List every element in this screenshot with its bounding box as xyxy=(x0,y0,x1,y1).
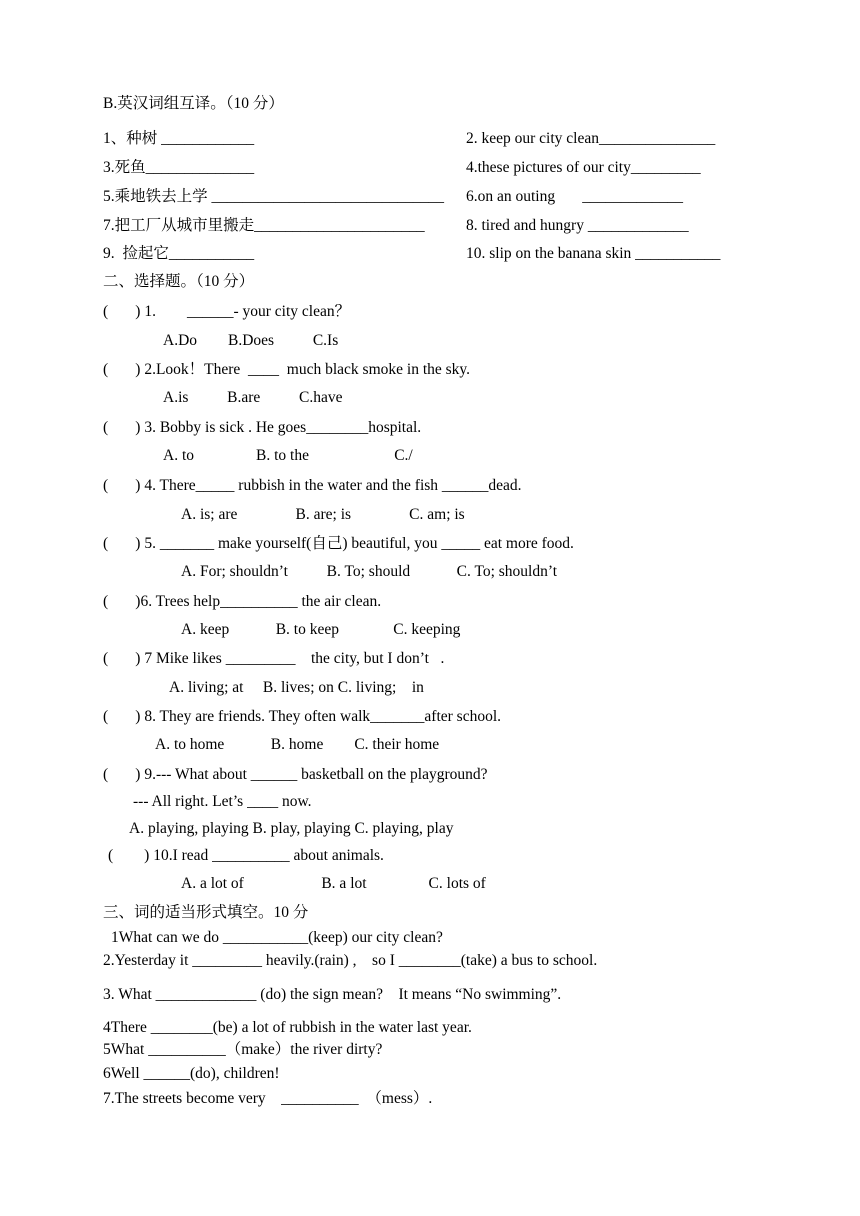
fill-item-1: 1What can we do ___________(keep) our city clean? xyxy=(111,929,443,946)
section-b-item-2: 2. keep our city clean_______________ xyxy=(466,130,716,147)
fill-item-2: 2.Yesterday it _________ heavily.(rain) , so I ________(take) a bus to school. xyxy=(103,952,598,969)
question-5-stem: ( ) 5. _______ make yourself(自己) beautiful, you _____ eat more food. xyxy=(103,535,574,552)
question-2-stem: ( ) 2.Look！There ____ much black smoke in the sky. xyxy=(103,361,471,378)
question-1-options: A.Do B.Does C.Is xyxy=(163,332,339,349)
section-3-title: 三、词的适当形式填空。10 分 xyxy=(103,904,309,921)
question-2-options: A.is B.are C.have xyxy=(163,389,343,406)
section-2-title: 二、选择题。（10 分） xyxy=(103,273,255,290)
question-9-stem: ( ) 9.--- What about ______ basketball on the playground? xyxy=(103,766,488,783)
question-5-options: A. For; shouldn’t B. To; should C. To; shouldn’t xyxy=(181,563,558,580)
section-b-item-9: 9. 捡起它___________ xyxy=(103,245,255,262)
question-6-options: A. keep B. to keep C. keeping xyxy=(181,621,461,638)
fill-item-5: 5What __________（make）the river dirty? xyxy=(103,1041,383,1058)
question-3-options: A. to B. to the C./ xyxy=(163,447,413,464)
question-6-stem: ( )6. Trees help__________ the air clean. xyxy=(103,593,382,610)
section-b-item-7: 7.把工厂从城市里搬走______________________ xyxy=(103,217,425,234)
question-4-stem: ( ) 4. There_____ rubbish in the water and the fish ______dead. xyxy=(103,477,522,494)
section-b-item-4: 4.these pictures of our city_________ xyxy=(466,159,701,176)
question-7-stem: ( ) 7 Mike likes _________ the city, but I don’t . xyxy=(103,650,445,667)
question-9-sub: --- All right. Let’s ____ now. xyxy=(133,793,312,810)
section-b-item-5: 5.乘地铁去上学 ______________________________ xyxy=(103,188,445,205)
section-b-item-3: 3.死鱼______________ xyxy=(103,159,255,176)
section-b-title: B.英汉词组互译。（10 分） xyxy=(103,95,284,112)
question-1-stem: ( ) 1. ______- your city clean？ xyxy=(103,303,351,320)
question-10-stem: ( ) 10.I read __________ about animals. xyxy=(108,847,384,864)
question-9-options: A. playing, playing B. play, playing C. playing, play xyxy=(129,820,454,837)
fill-item-7: 7.The streets become very __________ （mess）. xyxy=(103,1090,433,1107)
question-8-options: A. to home B. home C. their home xyxy=(155,736,440,753)
question-3-stem: ( ) 3. Bobby is sick . He goes________hospital. xyxy=(103,419,422,436)
question-4-options: A. is; are B. are; is C. am; is xyxy=(181,506,465,523)
section-b-item-8: 8. tired and hungry _____________ xyxy=(466,217,689,234)
fill-item-6: 6Well ______(do), children! xyxy=(103,1065,280,1082)
question-7-options: A. living; at B. lives; on C. living; in xyxy=(169,679,424,696)
question-10-options: A. a lot of B. a lot C. lots of xyxy=(181,875,486,892)
section-b-item-1: 1、种树 ____________ xyxy=(103,130,255,147)
section-b-item-6: 6.on an outing _____________ xyxy=(466,188,683,205)
fill-item-3: 3. What _____________ (do) the sign mean? It means “No swimming”. xyxy=(103,986,562,1003)
fill-item-4: 4There ________(be) a lot of rubbish in the water last year. xyxy=(103,1019,472,1036)
section-b-item-10: 10. slip on the banana skin ___________ xyxy=(466,245,721,262)
question-8-stem: ( ) 8. They are friends. They often walk_______after school. xyxy=(103,708,502,725)
